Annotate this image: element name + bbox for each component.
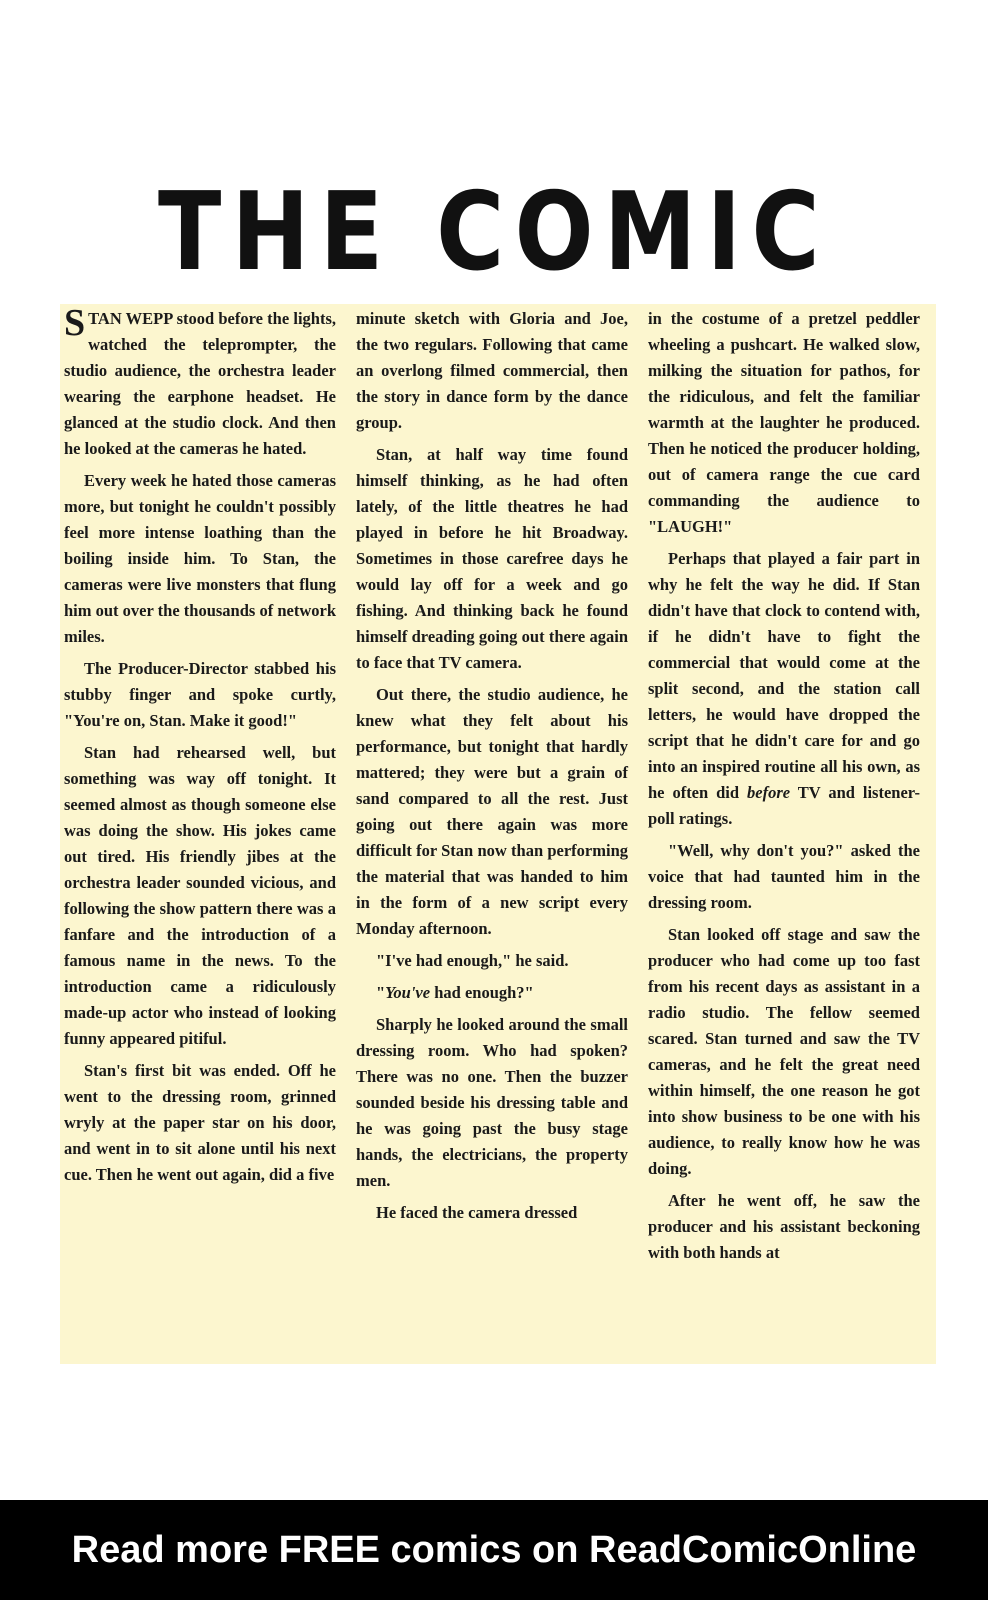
paragraph: Stan, at half way time found himself thinking, as he had often lately, of the little theatres he had played in before he hit Broadway. Sometimes in those carefree days he would lay off for a week and go fishing. And thinking back he found himself dreading going out there again to face that TV camera. bbox=[356, 445, 628, 672]
paragraph: Sharply he looked around the small dressing room. Who had spoken? There was no one. Then the buzzer sounded beside his dressing table and he was going past the busy stage hands, the electricians, the property men. bbox=[356, 1015, 628, 1190]
text-column-3 bbox=[648, 306, 920, 1272]
paragraph: Stan looked off stage and saw the producer who had come up too fast from his recent days as assistant in a radio studio. The fellow seemed scared. Stan turned and saw the TV cameras, and he felt the great need within himself, the one reason he got into show business to be one with his audience, to really know how he was doing. bbox=[648, 925, 920, 1178]
text-column-2 bbox=[356, 306, 628, 1232]
text-column-1 bbox=[64, 302, 336, 1194]
promo-banner-text[interactable]: Read more FREE comics on ReadComicOnline bbox=[71, 1529, 917, 1571]
paragraph: He faced the camera dressed bbox=[376, 1203, 578, 1222]
promo-banner[interactable] bbox=[0, 1500, 988, 1600]
paragraph: minute sketch with Gloria and Joe, the two regulars. Following that came an overlong filmed commercial, then the story in dance form by the dance group. bbox=[356, 309, 628, 432]
paragraph: "I've had enough," he said. bbox=[376, 951, 569, 970]
page-title: THE COMIC bbox=[157, 170, 831, 295]
paragraph: Stan had rehearsed well, but something was way off tonight. It seemed almost as though someone else was doing the show. His jokes came out tired. His friendly jibes at the orchestra leader sounded vicious, and following the show pattern there was a fanfare and the introduction of a famous name in the news. To the introduction came a ridiculously made-up actor who instead of looking funny appeared pitiful. bbox=[64, 743, 336, 1048]
paragraph: Out there, the studio audience, he knew what they felt about his performance, but tonight that hardly mattered; they were but a grain of sand compared to all the rest. Just going out there again was more difficult for Stan now than performing the material that was handed to him in the form of a new script every Monday afternoon. bbox=[356, 685, 628, 938]
paragraph: After he went off, he saw the producer and his assistant beckoning with both hands at bbox=[648, 1191, 920, 1262]
paragraph: Perhaps that played a fair part in why he felt the way he did. If Stan didn't have that clock to contend with, if he didn't have to fight the commercial that would come at the split second, and the station call letters, he would have dropped the script that he didn't care for and go into an inspired routine all his own, as he often did before TV and listener-poll ratings. bbox=[648, 549, 920, 828]
story-text-panel bbox=[60, 304, 936, 1364]
paragraph: Every week he hated those cameras more, but tonight he couldn't possibly feel more intense loathing than the boiling inside him. To Stan, the cameras were live monsters that flung him out over the thousands of network miles. bbox=[64, 471, 336, 646]
paragraph: "You've had enough?" bbox=[376, 983, 534, 1002]
paragraph: "Well, why don't you?" asked the voice that had taunted him in the dressing room. bbox=[648, 841, 920, 912]
drop-cap: S bbox=[64, 302, 86, 344]
paragraph: The Producer-Director stabbed his stubby finger and spoke curtly, "You're on, Stan. Make it good!" bbox=[64, 659, 336, 730]
paragraph: in the costume of a pretzel peddler wheeling a pushcart. He walked slow, milking the situation for pathos, for the ridiculous, and felt the familiar warmth at the laughter he produced. Then he noticed the producer holding, out of camera range the cue card commanding the audience to "LAUGH!" bbox=[648, 309, 920, 536]
paragraph: STAN WEPP stood before the lights, watched the teleprompter, the studio audience, the orchestra leader wearing the earphone headset. He glanced at the studio clock. And then he looked at the cameras he hated. bbox=[64, 302, 336, 458]
paragraph: Stan's first bit was ended. Off he went to the dressing room, grinned wryly at the paper star on his door, and went in to sit alone until his next cue. Then he went out again, did a five bbox=[64, 1061, 336, 1184]
